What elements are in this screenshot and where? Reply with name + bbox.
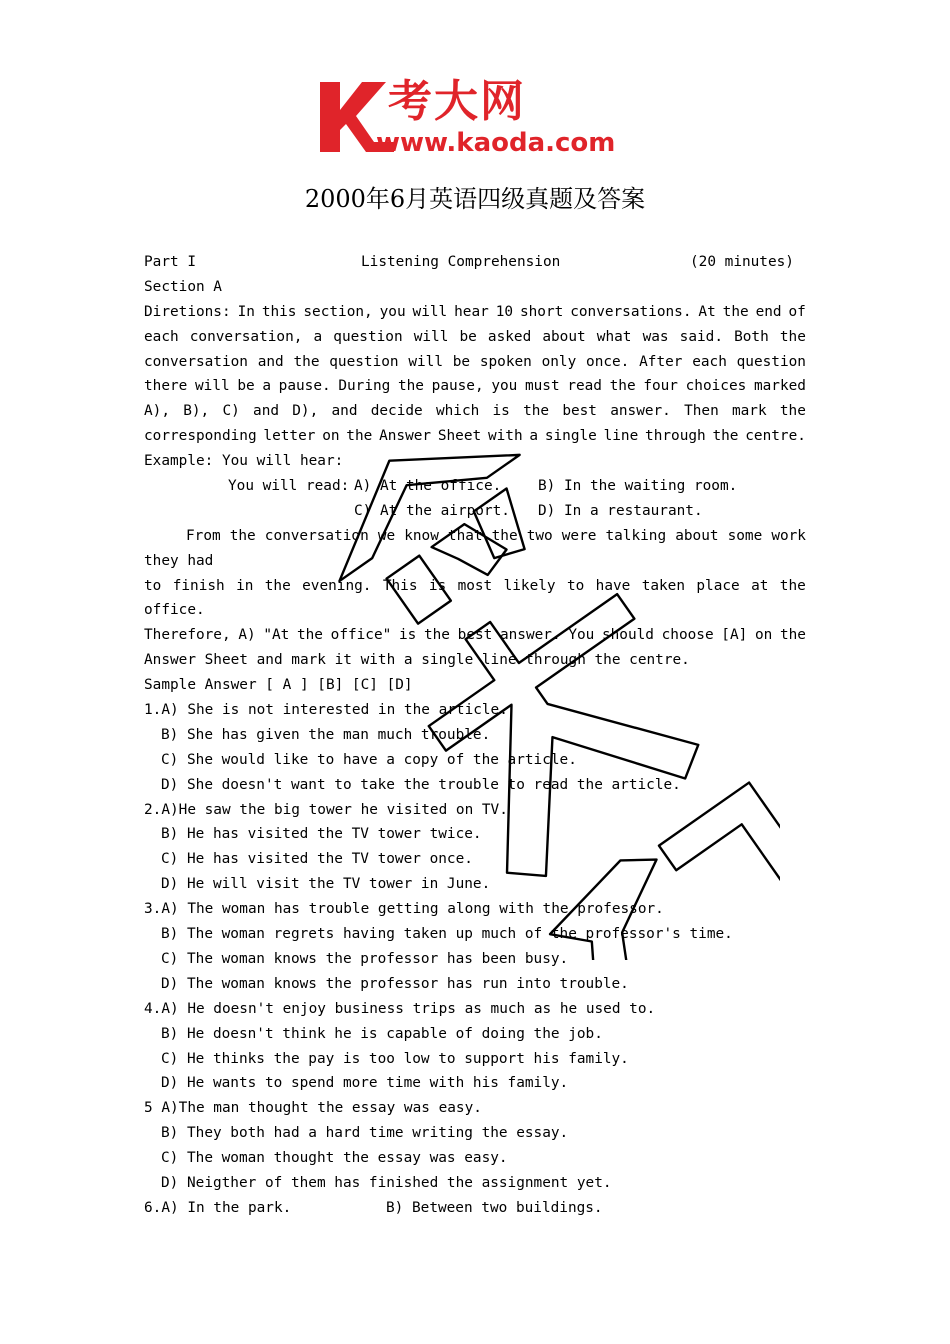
question-3-option-c: C) The woman knows the professor has been busy. [161, 950, 569, 967]
question-2-option-a: 2.A)He saw the big tower he visited on TV. [144, 801, 508, 818]
directions-line: Diretions: In this section, you will hear 10 short conversations. At the end of [144, 303, 806, 320]
example-therefore: Therefore, A) "At the office" is the best answer. You should choose [A] on the [144, 627, 806, 644]
directions-line: there will be a pause. During the pause, you must read the four choices marked [144, 378, 806, 395]
directions-line: corresponding letter on the Answer Sheet with a single line through the centre. [144, 428, 806, 445]
logo-url: www.kaoda.com [376, 128, 616, 158]
example-therefore: Answer Sheet and mark it with a single line through the centre. [144, 652, 690, 669]
question-4-option-a: 4.A) He doesn't enjoy business trips as much as he used to. [144, 1000, 656, 1017]
question-4-option-c: C) He thinks the pay is too low to support his family. [161, 1050, 629, 1067]
question-3-option-a: 3.A) The woman has trouble getting along with the professor. [144, 901, 664, 918]
example-explanation: they had [144, 552, 214, 569]
directions-line: each conversation, a question will be asked about what was said. Both the [144, 328, 806, 345]
question-1-option-c: C) She would like to have a copy of the article. [161, 751, 577, 768]
section-label: Section A [144, 278, 222, 295]
example-explanation: to finish in the evening. This is most likely to have taken place at the [144, 577, 806, 594]
question-2-option-d: D) He will visit the TV tower in June. [161, 876, 491, 893]
question-1-option-a: 1.A) She is not interested in the article. [144, 702, 508, 719]
question-3-option-d: D) The woman knows the professor has run into trouble. [161, 975, 629, 992]
question-3-option-b: B) The woman regrets having taken up much of the professor's time. [161, 926, 733, 943]
exam-content [144, 250, 806, 1221]
part-name: Listening Comprehension [361, 254, 561, 270]
question-4-option-d: D) He wants to spend more time with his family. [161, 1075, 569, 1092]
question-5-option-c: C) The woman thought the essay was easy. [161, 1150, 508, 1167]
page-title: 2000年6月英语四级真题及答案 [304, 185, 646, 213]
question-1-option-b: B) She has given the man much trouble. [161, 726, 491, 743]
sample-answer: Sample Answer [ A ] [B] [C] [D] [144, 677, 413, 694]
part-time: (20 minutes) [690, 254, 794, 270]
logo-chinese-text: 考大网 [388, 76, 526, 127]
example-explanation: From the conversation we know that the two were talking about some work [186, 527, 806, 544]
example-read-prefix: You will read: [228, 478, 350, 495]
example-read-row-2 [144, 499, 806, 524]
example-hear: Example: You will hear: [144, 453, 344, 470]
part-label: Part I [144, 254, 196, 270]
directions-line: conversation and the question will be spoken only once. After each question [144, 353, 806, 370]
example-explanation: office. [144, 602, 205, 619]
example-read-row-1 [144, 474, 806, 499]
question-5-option-d: D) Neigther of them has finished the assignment yet. [161, 1174, 612, 1191]
example-option-a: A) At the office. [354, 478, 502, 495]
question-6-options [144, 1196, 806, 1221]
question-2-option-c: C) He has visited the TV tower once. [161, 851, 473, 868]
part-header [144, 250, 806, 275]
question-6-option-a: 6.A) In the park. [144, 1199, 292, 1216]
example-option-c: C) At the airport. [354, 502, 510, 519]
kaoda-logo [316, 76, 646, 158]
question-5-option-b: B) They both had a hard time writing the essay. [161, 1125, 569, 1142]
question-1-option-d: D) She doesn't want to take the trouble to read the article. [161, 776, 681, 793]
example-option-d: D) In a restaurant. [538, 502, 703, 519]
example-option-b: B) In the waiting room. [538, 478, 738, 495]
question-2-option-b: B) He has visited the TV tower twice. [161, 826, 482, 843]
directions-line: A), B), C) and D), and decide which is the best answer. Then mark the [144, 403, 806, 420]
question-4-option-b: B) He doesn't think he is capable of doing the job. [161, 1025, 603, 1042]
question-5-option-a: 5 A)The man thought the essay was easy. [144, 1100, 482, 1117]
question-6-option-b: B) Between two buildings. [386, 1199, 603, 1216]
